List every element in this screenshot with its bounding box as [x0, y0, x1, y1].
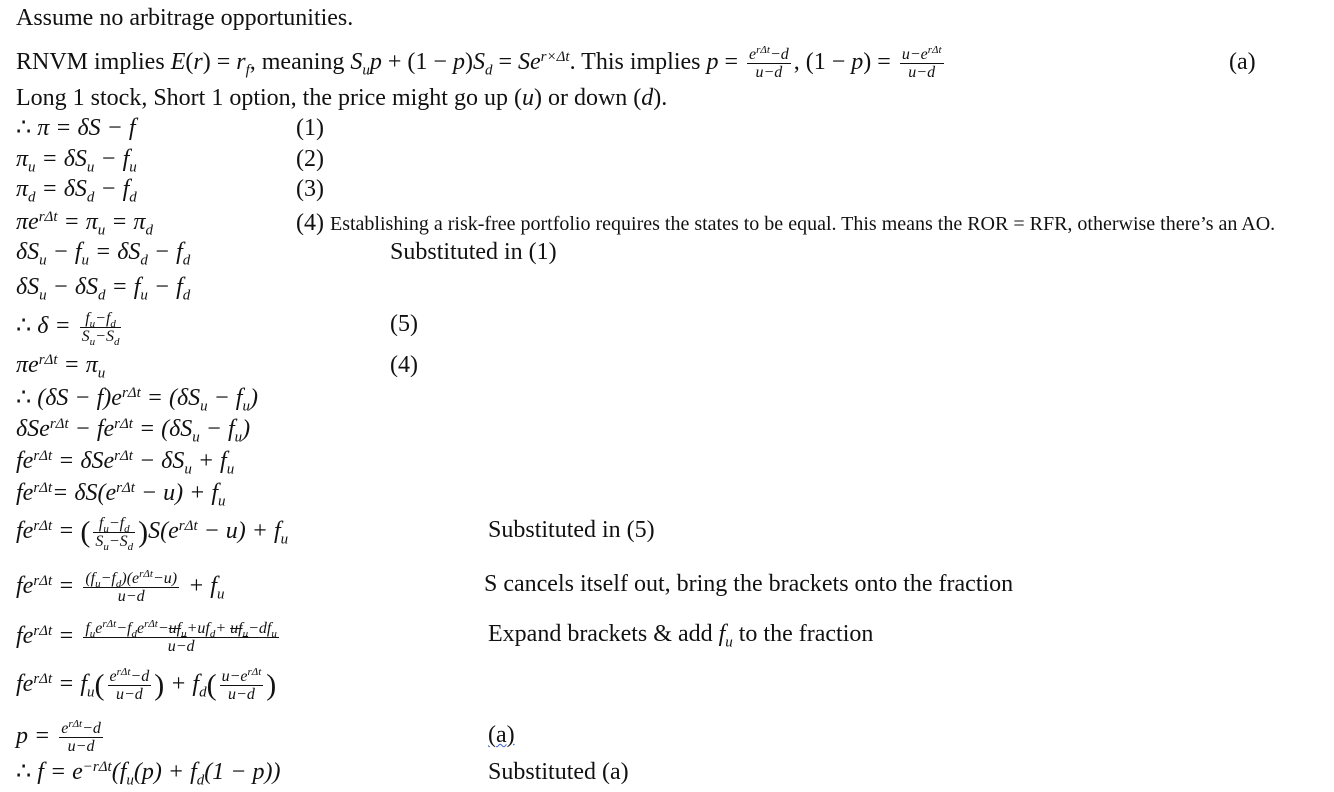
equation-rearranged: $\delta S_u - \delta S_d = f_u - f_d$ — [16, 274, 191, 304]
expanded-fraction: $\frac{f_ue^{r\Delta t}-f_de^{r\Delta t}-uf_u+uf_d+ uf_u-df_u}{u-d}$ — [85, 617, 277, 655]
equation-5: ∴ δ = $\frac{f_u-f_d}{S_u-S_d}$ — [16, 310, 120, 348]
expand-note: Expand brackets & add $f_u$ to the fraction — [488, 621, 874, 651]
rnvm-label: RNVM implies — [16, 49, 165, 76]
combined-fraction: $\frac{(f_u-f_d)(e^{r\Delta t}-u)}{u-d}$ — [85, 567, 178, 605]
equation-step-3: $fe^{r\Delta t} = \delta Se^{r\Delta t} - \delta S_u + f_u$ — [16, 447, 235, 478]
equation-number-1: (1) — [296, 115, 324, 141]
long-short-suffix: ). — [653, 85, 668, 111]
equation-number-5: (5) — [390, 311, 418, 337]
equation-step-2: $\delta Se^{r\Delta t} - fe^{r\Delta t} = (\delta S_u - f_u)$ — [16, 415, 251, 446]
equation-number-2: (2) — [296, 146, 324, 172]
equation-2: $\pi_u = \delta S_u - f_u$ — [16, 146, 137, 176]
equation-number-3: (3) — [296, 176, 324, 202]
p-definition-fraction: $\frac{e^{r\Delta t}-d}{u-d}$ — [61, 717, 101, 755]
equation-number-4b: (4) — [390, 352, 418, 378]
rnvm-line: RNVM implies $E(r) = r_f$, meaning $S_up + (1 - p)S_d = Se^{r\times\Delta t}$. This implies p = $\frac{e^{r\Delta t}-d}{u-d}$ , (1 − p) = $\frac{u-e^{r\Delta t}}{u-d}$ — [16, 43, 942, 81]
one-minus-p-fraction-repeat: $\frac{u-e^{r\Delta t}}{u-d}$ — [221, 665, 262, 703]
long-short-mid: ) or down ( — [533, 85, 642, 111]
up-symbol: u — [521, 85, 534, 111]
delta-fraction: $\frac{f_u-f_d}{S_u-S_d}$ — [81, 310, 120, 348]
intro-text: Assume no arbitrage opportunities. — [16, 5, 354, 31]
risk-free-note: Establishing a risk-free portfolio requires the states to be equal. This means the ROR = RFR, otherwise there’s an AO. — [329, 213, 1276, 235]
equation-step-6: $fe^{r\Delta t}$ = $\frac{(f_u-f_d)(e^{r\Delta t}-u)}{u-d}$ + $f_u$ — [16, 567, 225, 605]
substituted-1-note: Substituted in (1) — [390, 239, 557, 265]
equation-number-4-text: (4) — [296, 210, 324, 236]
equation-step-8: $fe^{r\Delta t} = f_u$( $\frac{e^{r\Delta t}-d}{u-d}$ ) + $f_d$( $\frac{u-e^{r\Delta t}}{u-d}$ ) — [16, 665, 277, 703]
down-symbol: d — [641, 85, 654, 111]
equation-1: ∴ π = δS − f — [16, 115, 136, 141]
substituted-5-note: Substituted in (5) — [488, 517, 655, 543]
substituted-a-note: Substituted (a) — [488, 759, 629, 785]
expand-note-suffix: to the fraction — [738, 621, 874, 647]
equation-number-a — [488, 721, 515, 749]
equation-4: $\pi e^{r\Delta t} = \pi_u = \pi_d$ — [16, 208, 153, 239]
equation-label-a: (a) — [1229, 49, 1256, 75]
equation-4-restated: $\pi e^{r\Delta t} = \pi_u$ — [16, 351, 106, 382]
implies-label: . This implies — [569, 49, 701, 76]
equation-step-1: ∴ $(\delta S - f)e^{r\Delta t} = (\delta S_u - f_u)$ — [16, 384, 258, 415]
equation-number-4 — [296, 209, 1275, 238]
expand-note-text: Expand brackets & add — [488, 621, 713, 647]
equation-number-a-text: (a) — [488, 722, 515, 748]
p-fraction: $\frac{e^{r\Delta t}-d}{u-d}$ — [749, 43, 789, 81]
delta-substituted-fraction: $\frac{f_u-f_d}{S_u-S_d}$ — [95, 515, 134, 553]
equation-step-7: $fe^{r\Delta t}$ = $\frac{f_ue^{r\Delta t}-f_de^{r\Delta t}-uf_u+uf_d+ uf_u-df_u}{u-d}$ — [16, 617, 277, 655]
equation-step-5: $fe^{r\Delta t}$ = ( $\frac{f_u-f_d}{S_u-S_d}$ )$S(e^{r\Delta t} - u) + f_u$ — [16, 515, 289, 553]
p-fraction-repeat: $\frac{e^{r\Delta t}-d}{u-d}$ — [109, 665, 150, 703]
equation-p: p = $\frac{e^{r\Delta t}-d}{u-d}$ — [16, 717, 101, 755]
long-short-text: Long 1 stock, Short 1 option, the price might go up ( — [16, 85, 522, 111]
one-minus-p-fraction: $\frac{u-e^{r\Delta t}}{u-d}$ — [901, 43, 942, 81]
meaning-label: , meaning — [249, 49, 345, 76]
s-cancels-note: S cancels itself out, bring the brackets onto the fraction — [484, 571, 1014, 597]
long-short-line — [16, 84, 667, 112]
intro-line — [16, 4, 353, 32]
final-equation: ∴ $f = e^{-r\Delta t}(f_u(p) + f_d(1 - p))$ — [16, 758, 281, 789]
equation-step-4: $fe^{r\Delta t}= \delta S(e^{r\Delta t} - u) + f_u$ — [16, 479, 226, 510]
equation-states-equal: $\delta S_u - f_u = \delta S_d - f_d$ — [16, 239, 191, 269]
equation-3: $\pi_d = \delta S_d - f_d$ — [16, 176, 137, 206]
